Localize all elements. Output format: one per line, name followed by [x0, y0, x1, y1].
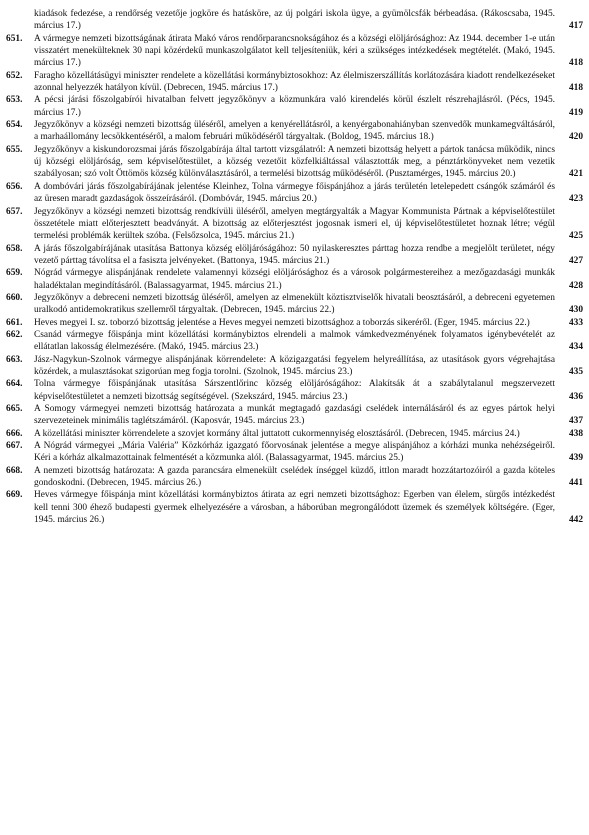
entry-number: 653.	[6, 95, 23, 106]
entry-text: A pécsi járási főszolgabírói hivatalban felvett jegyzőkönyv a közmunkára való kirendelés körül észlelt részrehajlásról. (Pécs, 1945. március 17.)	[34, 95, 555, 118]
entry-text: A Nógrád vármegyei „Mária Valéria” Közkórház igazgató főorvosának jelentése a megye alispánjához a kórházi munka nehézségeiről. Kéri a kórház alkalmazottainak felmentését a közmunka alól. (Balassagyarmat, 1945. március 25.)	[34, 441, 555, 464]
entry-row	[0, 206, 589, 243]
entry-row	[0, 378, 589, 403]
entry-number: 652.	[6, 70, 23, 81]
entry-row	[0, 317, 589, 329]
entry-text: Jegyzőkönyv a debreceni nemzeti bizottság üléséről, amelyen az elmenekült köztisztviselők hivatali beosztásáról, a debreceni egyetemen uralkodó antidemokratikus szellemről tárgyaltak. (Debrecen, 1945. március 22.)	[34, 292, 555, 316]
entry-number: 660.	[6, 292, 23, 303]
entry-page-number: 441	[568, 478, 583, 489]
entry-text: A nemzeti bizottság határozata: A gazda parancsára elmenekült cselédek ínséggel küzdő, ittlon maradt hozzátartozóiról a gazda köteles gondoskodni. (Debrecen, 1945. március 26.)	[34, 465, 555, 489]
entry-row	[0, 267, 589, 292]
entry-page-number: 434	[568, 342, 583, 353]
entry-row	[0, 428, 589, 440]
entry-row	[0, 144, 589, 181]
entry-text: Csanád vármegye főispánja mint közellátási kormánybiztos elrendeli a malmok vámkedvezményének folyamatos igénybevételét az ellátatlan lakosság élelmezésére. (Makó, 1945. március 23.)	[34, 329, 555, 353]
entry-page-number: 436	[568, 391, 583, 402]
entry-text: kiadások fedezése, a rendőrség vezetője jogköre és hatásköre, az új polgári iskola ügye, a gyümölcsfák bérbeadása. (Rákoscsaba, 1945. március 17.)	[34, 9, 555, 32]
entry-row	[0, 33, 589, 70]
entry-number: 656.	[6, 181, 23, 192]
entry-text: Heves vármegye főispánja mint közellátási kormánybiztos átirata az egri nemzeti bizottsághoz: Egerben van élelem, sürgős intézkedést kell tenni 300 éhező budapesti gyermek elhelyezésére a városban, a háborúban megrongálódott üzemek és személyek költségére. (Eger, 1945. március 26.)	[34, 490, 555, 526]
entry-row	[0, 94, 589, 119]
entry-text: Tolna vármegye főispánjának utasítása Sárszentlőrinc község elöljáróságához: Alakítsák át a szabálytalanul megszervezett képviselőtestületet a nemzeti bizottság segítségével. (Szekszárd, 1945. március 23.)	[34, 379, 555, 402]
entry-number: 663.	[6, 354, 23, 365]
entry-row	[0, 70, 589, 95]
entry-text: Nógrád vármegye alispánjának rendelete valamennyi községi elöljárósághoz és a városok polgármestereihez a mezőgazdasági munkák haladéktalan megindításáról. (Balassagyarmat, 1945. március 21.)	[34, 268, 555, 291]
entry-page-number: 430	[568, 305, 583, 316]
entry-page-number: 420	[568, 132, 583, 143]
entry-page-number: 435	[568, 366, 583, 377]
entry-text: Jegyzőkönyv a községi nemzeti bizottság üléséről, amelyen a kenyérellátásról, a kenyérgabonahiányban szenvedők munkamegváltásáról, a marhaállomány lecsökkentéséről, a malom februári működéséről tárgyaltak. (Boldog, 1945. március 18.)	[34, 120, 555, 143]
entry-row	[0, 403, 589, 428]
entry-number: 657.	[6, 206, 23, 217]
entry-page-number: 425	[568, 231, 583, 242]
entry-page-number: 423	[568, 194, 583, 205]
entry-number: 654.	[6, 120, 23, 131]
entry-page-number: 428	[568, 280, 583, 291]
entry-page-number: 439	[568, 453, 583, 464]
entry-row	[0, 243, 589, 268]
entry-row	[0, 354, 589, 379]
entry-page-number: 418	[568, 83, 583, 94]
entry-page-number: 427	[568, 255, 583, 266]
entries-list	[0, 8, 589, 526]
entry-number: 662.	[6, 329, 23, 340]
entry-number: 651.	[6, 33, 23, 44]
entry-page-number: 438	[568, 428, 583, 439]
entry-text: A dombóvári járás főszolgabírájának jelentése Kleinhez, Tolna vármegye főispánjához a járás területén letelepedett csángók számáról és az üresen maradt gazdaságok összeírásáról. (Dombóvár, 1945. március 20.)	[34, 181, 555, 205]
entry-number: 669.	[6, 490, 23, 501]
entry-page-number: 421	[568, 169, 583, 180]
entry-row	[0, 8, 589, 33]
entry-text: Jász-Nagykun-Szolnok vármegye alispánjának körrendelete: A közigazgatási fegyelem helyreállítása, az utasítások gyors végrehajtása közérdek, a mulasztásokat szigorúan meg fogja torolni. (Szolnok, 1945. március 23.)	[34, 354, 555, 377]
entry-number: 655.	[6, 144, 23, 155]
entry-number: 665.	[6, 404, 23, 414]
entry-row	[0, 489, 589, 526]
entry-text: A járás főszolgabírájának utasítása Battonya község elöljáróságához: 50 nyilaskeresztes párttag hozza rendbe a megjelölt területet, négy vezető párttag távolítsa el a fasiszta jelvényeket. (Battonya, 1945. március 21.)	[34, 243, 555, 266]
entry-number: 659.	[6, 268, 23, 279]
entry-text: A Somogy vármegyei nemzeti bizottság határozata a munkát megtagadó gazdasági cselédek internálásáról és az egyes pártok helyi szervezeteinek minimális taglétszámáról. (Kaposvár, 1945. március 23.)	[34, 404, 555, 427]
entry-page-number: 419	[568, 107, 583, 118]
entry-text: A közellátási miniszter körrendelete a szovjet kormány által juttatott cukormennyiség elosztásáról. (Debrecen, 1945. március 24.)	[34, 428, 520, 439]
entry-page-number: 417	[568, 21, 583, 32]
entry-page-number: 437	[568, 416, 583, 427]
entry-row	[0, 181, 589, 206]
entry-number: 666.	[6, 428, 23, 439]
entry-row	[0, 292, 589, 317]
entry-text: Faragho közellátásügyi miniszter rendelete a közellátási kormánybiztosokhoz: Az élelmiszerszállítás korlátozására kiadott rendelkezéseket azonnal helyezzék hatályon kívül. (Debrecen, 1945. március 17.)	[34, 70, 555, 94]
entry-number: 664.	[6, 379, 23, 390]
entry-number: 658.	[6, 243, 23, 254]
entry-text: A vármegye nemzeti bizottságának átirata Makó város rendőrparancsnokságához és a községi elöljárósághoz: Az 1944. december 1-e után visszatért menekülteknek 30 napi közérdekű munkaszolgálatot kell teljesíteniük, kéri a szükséges intézkedések megtételét. (Makó, 1945. március 17.)	[34, 33, 555, 69]
entry-row	[0, 465, 589, 490]
entry-row	[0, 119, 589, 144]
entry-page-number: 433	[568, 317, 583, 328]
entry-number: 668.	[6, 465, 23, 476]
entry-row	[0, 440, 589, 465]
entry-row	[0, 329, 589, 354]
entry-page-number: 442	[568, 515, 583, 526]
entry-text: Jegyzőkönyv a kiskundorozsmai járás főszolgabírája által tartott vizsgálatról: A nemzeti bizottság helyett a pártok tanácsa működik, nincs új községi elöljáróság, sem képviselőtestület, a község vezetőit közfelkiáltással választották meg, a pénztárkönyveket nem vezetik szabályosan; szó volt Öttömös község különválasztásáról, a termelési bizottság működéséről. (Pusztamérges, 1945. március 20.)	[34, 144, 555, 180]
entry-page-number: 418	[568, 58, 583, 69]
entry-number: 661.	[6, 317, 23, 328]
entry-number: 667.	[6, 441, 23, 452]
entry-text: Heves megyei I. sz. toborzó bizottság jelentése a Heves megyei nemzeti bizottsághoz a toborzás sikeréről. (Eger, 1945. március 22.)	[34, 317, 530, 328]
entry-text: Jegyzőkönyv a községi nemzeti bizottság rendkívüli üléséről, amelyen megtárgyalták a Magyar Kommunista Pártnak a képviselőtestület összetétele miatt előterjesztett beadványát. A bizottság az előterjesztést jogosnak ismeri el, új képviselőtestületet hoznak létre; végül termelési problémák kerültek szóba. (Felsőzsolca, 1945. március 21.)	[34, 206, 555, 242]
